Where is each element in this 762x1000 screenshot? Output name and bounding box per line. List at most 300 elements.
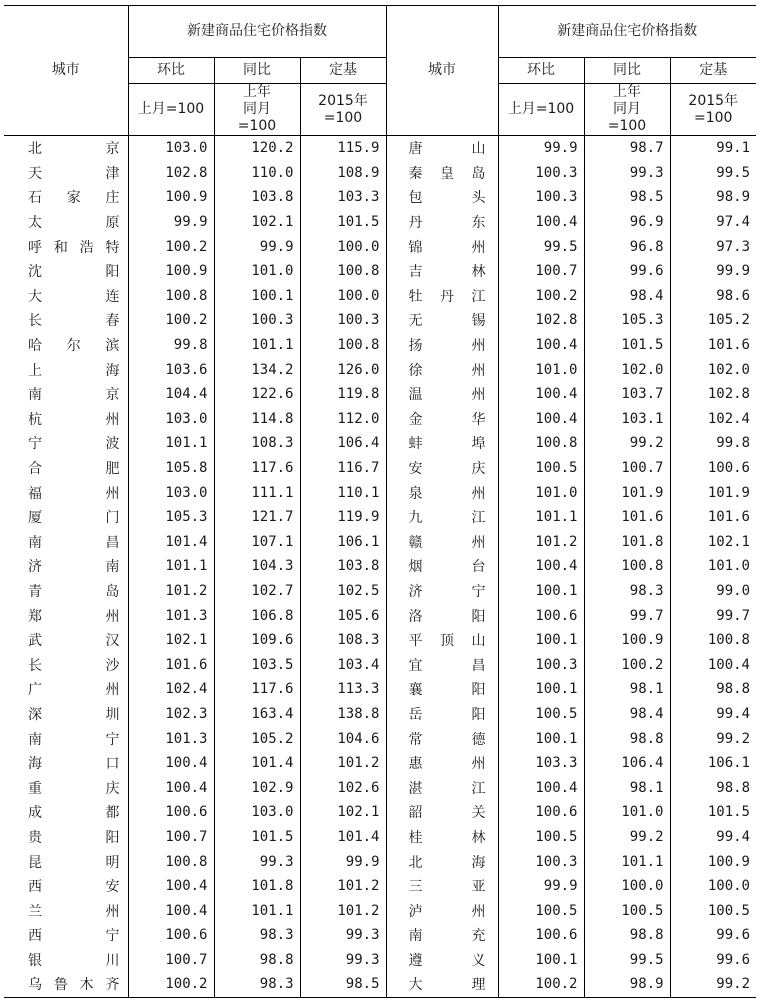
fixed-base-value: 100.8: [670, 628, 756, 653]
mom-value: 102.8: [498, 308, 584, 333]
mom-value: 100.6: [498, 923, 584, 948]
fixed-base-value: 113.3: [300, 677, 386, 702]
fixed-base-value: 100.3: [300, 308, 386, 333]
fixed-base-header-left: 定基: [300, 58, 386, 84]
mom-value: 100.1: [498, 628, 584, 653]
table-row: [4, 628, 756, 653]
mom-value: 100.1: [498, 677, 584, 702]
table-row: [4, 259, 756, 284]
yoy-value: 99.9: [214, 234, 300, 259]
mom-value: 102.4: [128, 677, 214, 702]
city-name: 包头: [386, 185, 498, 210]
yoy-value: 99.2: [584, 825, 670, 850]
mom-value: 100.3: [498, 161, 584, 186]
yoy-value: 102.0: [584, 357, 670, 382]
yoy-value: 102.1: [214, 210, 300, 235]
fixed-base-value: 101.9: [670, 480, 756, 505]
fixed-base-value: 102.5: [300, 579, 386, 604]
yoy-value: 100.0: [584, 874, 670, 899]
fixed-base-value: 103.8: [300, 554, 386, 579]
yoy-value: 100.3: [214, 308, 300, 333]
mom-value: 105.8: [128, 456, 214, 481]
city-name: 天津: [28, 165, 120, 182]
yoy-value: 99.2: [584, 431, 670, 456]
mom-value: 103.6: [128, 357, 214, 382]
mom-value: 103.3: [498, 751, 584, 776]
table-row: [4, 972, 756, 997]
mom-value: 100.4: [128, 874, 214, 899]
city-name: 青岛: [28, 583, 120, 600]
fixed-base-value: 97.3: [670, 234, 756, 259]
mom-value: 101.0: [498, 480, 584, 505]
mom-value: 101.2: [498, 530, 584, 555]
fixed-base-value: 99.3: [300, 923, 386, 948]
fixed-base-value: 101.4: [300, 825, 386, 850]
table-row: [4, 333, 756, 358]
table-row: [4, 702, 756, 727]
mom-value: 102.1: [128, 628, 214, 653]
mom-value: 100.5: [498, 456, 584, 481]
city-name: 厦门: [28, 510, 120, 527]
city-name: 上海: [28, 362, 120, 379]
fixed-base-value: 101.0: [670, 554, 756, 579]
table-row: [4, 480, 756, 505]
yoy-header-left: 同比: [214, 58, 300, 84]
fixed-base-value: 99.2: [670, 726, 756, 751]
city-name: 徐州: [386, 357, 498, 382]
fixed-base-value: 102.6: [300, 775, 386, 800]
fixed-base-value: 100.9: [670, 849, 756, 874]
city-name: 合肥: [28, 461, 120, 478]
table-row: [4, 431, 756, 456]
table-row: [4, 726, 756, 751]
city-name: 福州: [28, 485, 120, 502]
mom-value: 100.6: [498, 603, 584, 628]
table-row: [4, 579, 756, 604]
yoy-value: 117.6: [214, 677, 300, 702]
yoy-value: 100.7: [584, 456, 670, 481]
mom-value: 100.1: [498, 948, 584, 973]
table-row: [4, 308, 756, 333]
city-name: 三亚: [386, 874, 498, 899]
table-row: [4, 775, 756, 800]
table-row: [4, 456, 756, 481]
mom-value: 99.9: [498, 136, 584, 161]
mom-value: 103.0: [128, 407, 214, 432]
city-name: 韶关: [386, 800, 498, 825]
fixed-base-value: 108.9: [300, 161, 386, 186]
yoy-value: 109.6: [214, 628, 300, 653]
mom-value: 100.7: [498, 259, 584, 284]
fixed-base-value: 101.2: [300, 874, 386, 899]
mom-value: 100.3: [498, 185, 584, 210]
table-row: [4, 948, 756, 973]
fixed-base-value: 100.8: [300, 333, 386, 358]
city-name: 深圳: [28, 706, 120, 723]
fixed-base-value: 108.3: [300, 628, 386, 653]
city-name: 赣州: [386, 530, 498, 555]
fixed-base-value: 99.4: [670, 825, 756, 850]
fixed-base-value: 98.8: [670, 775, 756, 800]
fixed-base-value: 99.2: [670, 972, 756, 997]
group-title-right: 新建商品住宅价格指数: [498, 6, 756, 58]
table-row: [4, 505, 756, 530]
city-name: 太原: [28, 215, 120, 232]
fixed-base-value: 100.4: [670, 652, 756, 677]
city-name: 惠州: [386, 751, 498, 776]
fixed-base-value: 99.0: [670, 579, 756, 604]
yoy-value: 98.4: [584, 284, 670, 309]
city-name: 南京: [28, 387, 120, 404]
yoy-value: 99.7: [584, 603, 670, 628]
mom-value: 100.2: [128, 234, 214, 259]
fixed-base-value: 100.5: [670, 898, 756, 923]
fixed-base-value: 106.1: [300, 530, 386, 555]
yoy-value: 101.4: [214, 751, 300, 776]
city-name: 西宁: [28, 928, 120, 945]
fixed-base-value: 99.8: [670, 431, 756, 456]
table-row: [4, 185, 756, 210]
fixed-base-value: 101.5: [300, 210, 386, 235]
yoy-value: 98.3: [214, 923, 300, 948]
city-name: 南宁: [28, 731, 120, 748]
mom-value: 100.4: [498, 775, 584, 800]
fixed-base-value: 104.6: [300, 726, 386, 751]
city-name: 岳阳: [386, 702, 498, 727]
yoy-header-right: 同比: [584, 58, 670, 84]
city-name: 泸州: [386, 898, 498, 923]
price-index-table: [4, 5, 756, 998]
city-name: 济宁: [386, 579, 498, 604]
yoy-value: 121.7: [214, 505, 300, 530]
city-name: 宁波: [28, 436, 120, 453]
fixed-base-value: 98.6: [670, 284, 756, 309]
mom-value: 100.3: [498, 849, 584, 874]
table-row: [4, 284, 756, 309]
table-row: [4, 898, 756, 923]
yoy-value: 103.0: [214, 800, 300, 825]
fixed-base-value: 115.9: [300, 136, 386, 161]
city-name: 襄阳: [386, 677, 498, 702]
table-row: [4, 382, 756, 407]
mom-value: 101.3: [128, 726, 214, 751]
yoy-value: 105.3: [584, 308, 670, 333]
city-name: 南充: [386, 923, 498, 948]
city-name: 蚌埠: [386, 431, 498, 456]
city-name: 乌鲁木齐: [4, 972, 128, 997]
city-name: 杭州: [28, 411, 120, 428]
fixed-base-value: 112.0: [300, 407, 386, 432]
yoy-value: 106.4: [584, 751, 670, 776]
city-name: 南昌: [28, 534, 120, 551]
city-name: 长春: [28, 313, 120, 330]
fixed-base-value: 101.6: [670, 505, 756, 530]
yoy-value: 98.5: [584, 185, 670, 210]
yoy-value: 101.1: [214, 898, 300, 923]
yoy-value: 107.1: [214, 530, 300, 555]
fixed-base-value: 106.1: [670, 751, 756, 776]
yoy-value: 101.0: [584, 800, 670, 825]
yoy-value: 101.8: [584, 530, 670, 555]
yoy-value: 96.8: [584, 234, 670, 259]
fixed-base-value: 98.9: [670, 185, 756, 210]
mom-value: 101.0: [498, 357, 584, 382]
mom-value: 100.9: [128, 259, 214, 284]
city-name: 牡丹江: [386, 284, 498, 309]
yoy-value: 102.7: [214, 579, 300, 604]
yoy-value: 100.1: [214, 284, 300, 309]
fixed-base-value: 102.1: [300, 800, 386, 825]
yoy-value: 101.9: [584, 480, 670, 505]
mom-value: 100.3: [498, 652, 584, 677]
city-name: 成都: [28, 805, 120, 822]
city-name: 宜昌: [386, 652, 498, 677]
yoy-value: 100.8: [584, 554, 670, 579]
city-name: 平顶山: [386, 628, 498, 653]
yoy-value: 98.1: [584, 775, 670, 800]
fixed-base-base-right: 2015年=100: [670, 84, 756, 136]
mom-base-right: 上月=100: [498, 84, 584, 136]
fixed-base-value: 99.7: [670, 603, 756, 628]
fixed-base-value: 105.6: [300, 603, 386, 628]
city-name: 泉州: [386, 480, 498, 505]
fixed-base-value: 98.8: [670, 677, 756, 702]
mom-value: 100.1: [498, 579, 584, 604]
city-name: 温州: [386, 382, 498, 407]
city-name: 大连: [28, 288, 120, 305]
mom-value: 100.7: [128, 948, 214, 973]
yoy-value: 100.9: [584, 628, 670, 653]
mom-value: 100.2: [498, 972, 584, 997]
yoy-value: 117.6: [214, 456, 300, 481]
mom-value: 105.3: [128, 505, 214, 530]
city-name: 石家庄: [28, 190, 120, 207]
mom-header-left: 环比: [128, 58, 214, 84]
yoy-value: 103.7: [584, 382, 670, 407]
yoy-value: 98.8: [584, 923, 670, 948]
fixed-base-value: 126.0: [300, 357, 386, 382]
city-name: 遵义: [386, 948, 498, 973]
yoy-value: 98.9: [584, 972, 670, 997]
mom-value: 100.4: [498, 210, 584, 235]
table-row: [4, 923, 756, 948]
yoy-value: 101.1: [214, 333, 300, 358]
city-name: 吉林: [386, 259, 498, 284]
table-row: [4, 751, 756, 776]
table-row: [4, 407, 756, 432]
city-name: 广州: [28, 682, 120, 699]
fixed-base-value: 99.6: [670, 948, 756, 973]
fixed-base-value: 100.8: [300, 259, 386, 284]
mom-value: 100.4: [128, 751, 214, 776]
mom-value: 101.2: [128, 579, 214, 604]
fixed-base-value: 99.4: [670, 702, 756, 727]
mom-header-right: 环比: [498, 58, 584, 84]
table-row: [4, 849, 756, 874]
city-name: 唐山: [386, 136, 498, 161]
mom-value: 100.8: [128, 284, 214, 309]
yoy-value: 108.3: [214, 431, 300, 456]
yoy-value: 101.6: [584, 505, 670, 530]
mom-value: 101.1: [128, 554, 214, 579]
fixed-base-value: 100.0: [670, 874, 756, 899]
yoy-value: 101.5: [584, 333, 670, 358]
yoy-value: 98.8: [584, 726, 670, 751]
city-name: 桂林: [386, 825, 498, 850]
mom-value: 101.4: [128, 530, 214, 555]
mom-value: 100.6: [128, 800, 214, 825]
fixed-base-header-right: 定基: [670, 58, 756, 84]
fixed-base-value: 101.5: [670, 800, 756, 825]
group-title-left: 新建商品住宅价格指数: [128, 6, 386, 58]
table-body: [4, 136, 756, 998]
fixed-base-value: 99.5: [670, 161, 756, 186]
city-name: 九江: [386, 505, 498, 530]
city-name: 昆明: [28, 854, 120, 871]
table-row: [4, 825, 756, 850]
fixed-base-value: 103.4: [300, 652, 386, 677]
city-name: 锦州: [386, 234, 498, 259]
table-row: [4, 800, 756, 825]
yoy-value: 111.1: [214, 480, 300, 505]
yoy-value: 98.3: [214, 972, 300, 997]
city-name: 武汉: [28, 633, 120, 650]
yoy-value: 102.9: [214, 775, 300, 800]
fixed-base-value: 99.1: [670, 136, 756, 161]
table-row: [4, 677, 756, 702]
yoy-value: 101.1: [584, 849, 670, 874]
table-row: [4, 136, 756, 161]
city-name: 大理: [386, 972, 498, 997]
mom-value: 100.4: [498, 554, 584, 579]
fixed-base-value: 119.9: [300, 505, 386, 530]
yoy-value: 98.7: [584, 136, 670, 161]
fixed-base-value: 105.2: [670, 308, 756, 333]
city-name: 呼和浩特: [28, 239, 120, 256]
city-name: 洛阳: [386, 603, 498, 628]
mom-value: 102.8: [128, 161, 214, 186]
fixed-base-value: 98.5: [300, 972, 386, 997]
table-row: [4, 530, 756, 555]
yoy-value: 103.8: [214, 185, 300, 210]
fixed-base-value: 110.1: [300, 480, 386, 505]
city-name: 烟台: [386, 554, 498, 579]
yoy-value: 122.6: [214, 382, 300, 407]
city-name: 重庆: [28, 780, 120, 797]
yoy-value: 98.1: [584, 677, 670, 702]
fixed-base-value: 99.6: [670, 923, 756, 948]
yoy-base-right: 上年同月=100: [584, 84, 670, 136]
fixed-base-base-left: 2015年=100: [300, 84, 386, 136]
city-name: 安庆: [386, 456, 498, 481]
yoy-value: 98.8: [214, 948, 300, 973]
mom-value: 100.2: [498, 284, 584, 309]
yoy-value: 96.9: [584, 210, 670, 235]
yoy-value: 101.5: [214, 825, 300, 850]
yoy-value: 105.2: [214, 726, 300, 751]
yoy-value: 99.6: [584, 259, 670, 284]
mom-value: 100.5: [498, 898, 584, 923]
mom-value: 100.2: [128, 972, 214, 997]
city-name: 丹东: [386, 210, 498, 235]
fixed-base-value: 99.3: [300, 948, 386, 973]
yoy-value: 134.2: [214, 357, 300, 382]
fixed-base-value: 100.0: [300, 234, 386, 259]
table-row: [4, 210, 756, 235]
mom-value: 100.4: [128, 898, 214, 923]
city-header-left: 城市: [4, 6, 128, 136]
city-name: 无锡: [386, 308, 498, 333]
city-name: 济南: [28, 559, 120, 576]
city-name: 金华: [386, 407, 498, 432]
yoy-value: 99.5: [584, 948, 670, 973]
yoy-base-left: 上年同月=100: [214, 84, 300, 136]
city-name: 秦皇岛: [386, 161, 498, 186]
yoy-value: 99.3: [584, 161, 670, 186]
yoy-value: 101.0: [214, 259, 300, 284]
mom-value: 101.1: [128, 431, 214, 456]
city-name: 北京: [28, 141, 120, 158]
mom-value: 101.1: [498, 505, 584, 530]
city-name: 扬州: [386, 333, 498, 358]
fixed-base-value: 97.4: [670, 210, 756, 235]
fixed-base-value: 100.6: [670, 456, 756, 481]
mom-value: 101.3: [128, 603, 214, 628]
yoy-value: 101.8: [214, 874, 300, 899]
yoy-value: 120.2: [214, 136, 300, 161]
mom-value: 99.8: [128, 333, 214, 358]
city-header-right: 城市: [386, 6, 498, 136]
mom-value: 99.9: [128, 210, 214, 235]
mom-value: 102.3: [128, 702, 214, 727]
fixed-base-value: 116.7: [300, 456, 386, 481]
mom-value: 100.4: [128, 775, 214, 800]
fixed-base-value: 102.1: [670, 530, 756, 555]
mom-value: 104.4: [128, 382, 214, 407]
city-name: 兰州: [28, 903, 120, 920]
mom-value: 100.4: [498, 333, 584, 358]
table-row: [4, 357, 756, 382]
table-row: [4, 874, 756, 899]
mom-value: 103.0: [128, 480, 214, 505]
city-name: 沈阳: [28, 264, 120, 281]
city-name: 海口: [28, 756, 120, 773]
table-row: [4, 234, 756, 259]
fixed-base-value: 99.9: [300, 849, 386, 874]
city-name: 贵阳: [28, 829, 120, 846]
fixed-base-value: 119.8: [300, 382, 386, 407]
fixed-base-value: 101.6: [670, 333, 756, 358]
fixed-base-value: 138.8: [300, 702, 386, 727]
mom-value: 100.2: [128, 308, 214, 333]
yoy-value: 163.4: [214, 702, 300, 727]
city-name: 西安: [28, 879, 120, 896]
yoy-value: 103.5: [214, 652, 300, 677]
city-name: 北海: [386, 849, 498, 874]
fixed-base-value: 106.4: [300, 431, 386, 456]
mom-value: 100.9: [128, 185, 214, 210]
yoy-value: 98.4: [584, 702, 670, 727]
mom-value: 103.0: [128, 136, 214, 161]
mom-base-left: 上月=100: [128, 84, 214, 136]
mom-value: 100.5: [498, 825, 584, 850]
fixed-base-value: 100.0: [300, 284, 386, 309]
mom-value: 100.8: [498, 431, 584, 456]
yoy-value: 100.5: [584, 898, 670, 923]
mom-value: 99.9: [498, 874, 584, 899]
mom-value: 101.6: [128, 652, 214, 677]
city-name: 常德: [386, 726, 498, 751]
